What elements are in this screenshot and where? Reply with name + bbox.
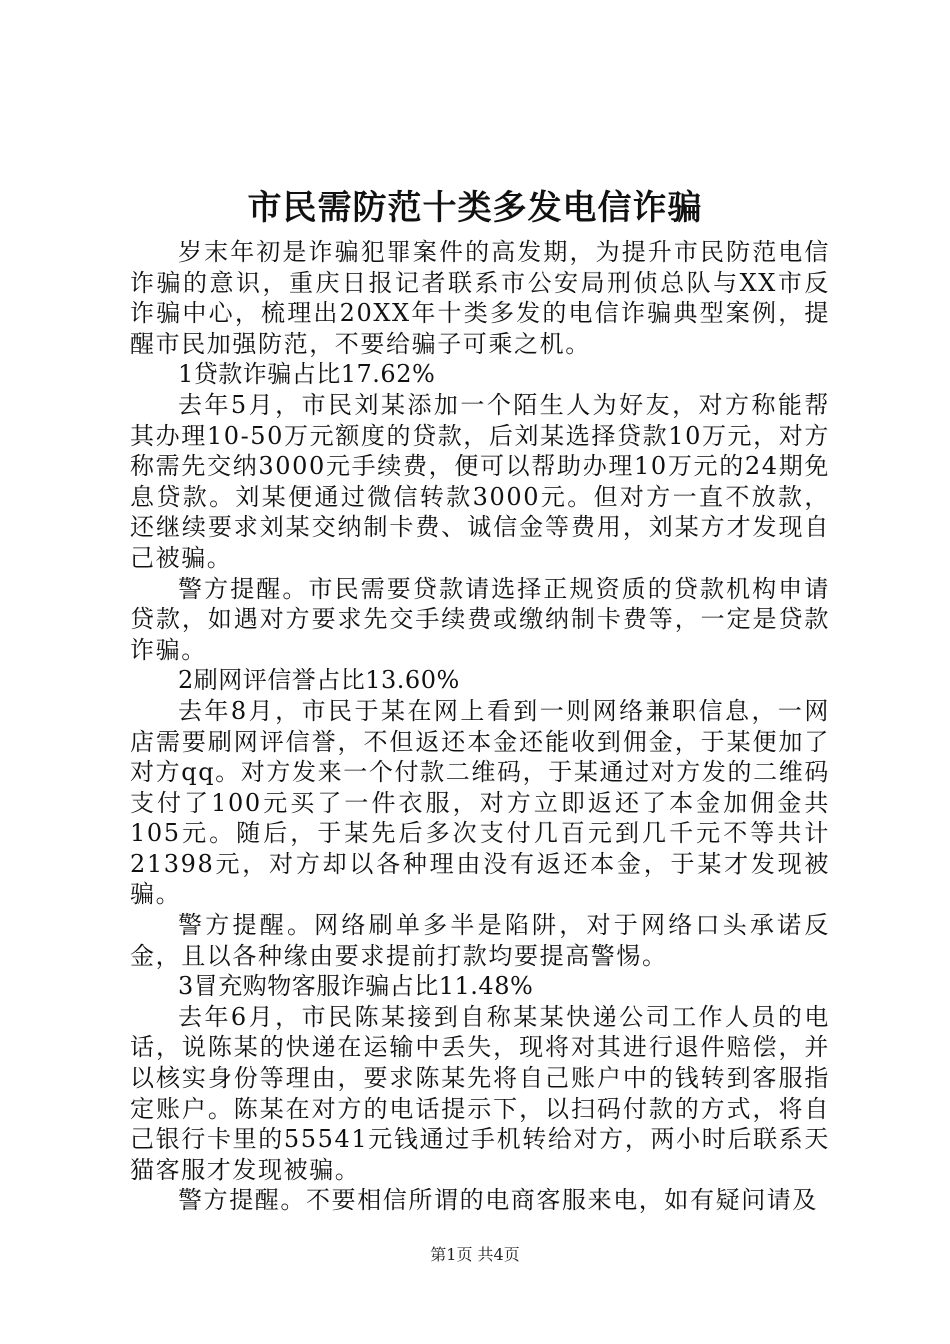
document-body — [130, 237, 830, 1216]
page-number-footer: 第1页 共4页 — [430, 1245, 520, 1264]
paragraph-warning-1: 警方提醒。市民需要贷款请选择正规资质的贷款机构申请贷款，如遇对方要求先交手续费或缴纳制卡费等，一定是贷款诈骗。 — [130, 574, 830, 664]
section-heading-1: 1贷款诈骗占比17.62% — [178, 360, 436, 389]
section-heading-3: 3冒充购物客服诈骗占比11.48% — [178, 972, 534, 1001]
paragraph-case-2: 去年8月，市民于某在网上看到一则网络兼职信息，一网店需要刷网评信誉，不但返还本金还能收到佣金，于某便加了对方qq。对方发来一个付款二维码，于某通过对方发的二维码支付了100元买了一件衣服，对方立即返还了本金加佣金共105元。随后，于某先后多次支付几百元到几千元不等共计21398元，对方却以各种理由没有返还本金，于某才发现被骗。 — [130, 696, 830, 909]
paragraph-warning-2: 警方提醒。网络刷单多半是陷阱，对于网络口头承诺反金，且以各种缘由要求提前打款均要提高警惕。 — [130, 911, 830, 970]
paragraph-case-3: 去年6月，市民陈某接到自称某某快递公司工作人员的电话，说陈某的快递在运输中丢失，现将对其进行退件赔偿，并以核实身份等理由，要求陈某先将自己账户中的钱转到客服指定账户。陈某在对方的电话提示下，以扫码付款的方式，将自己银行卡里的55541元钱通过手机转给对方，两小时后联系天猫客服才发现被骗。 — [130, 1002, 830, 1184]
document-title: 市民需防范十类多发电信诈骗 — [247, 188, 703, 228]
section-heading-2: 2刷网评信誉占比13.60% — [178, 666, 460, 695]
paragraph-case-1: 去年5月，市民刘某添加一个陌生人为好友，对方称能帮其办理10-50万元额度的贷款，后刘某选择贷款10万元，对方称需先交纳3000元手续费，便可以帮助办理10万元的24期免息贷款。刘某便通过微信转款3000元。但对方一直不放款，还继续要求刘某交纳制卡费、诚信金等费用，刘某方才发现自己被骗。 — [130, 390, 830, 572]
paragraph-intro: 岁末年初是诈骗犯罪案件的高发期，为提升市民防范电信诈骗的意识，重庆日报记者联系市公安局刑侦总队与XX市反诈骗中心，梳理出20XX年十类多发的电信诈骗典型案例，提醒市民加强防范，不要给骗子可乘之机。 — [130, 238, 830, 358]
paragraph-warning-3: 警方提醒。不要相信所谓的电商客服来电，如有疑问请及 — [178, 1186, 818, 1215]
